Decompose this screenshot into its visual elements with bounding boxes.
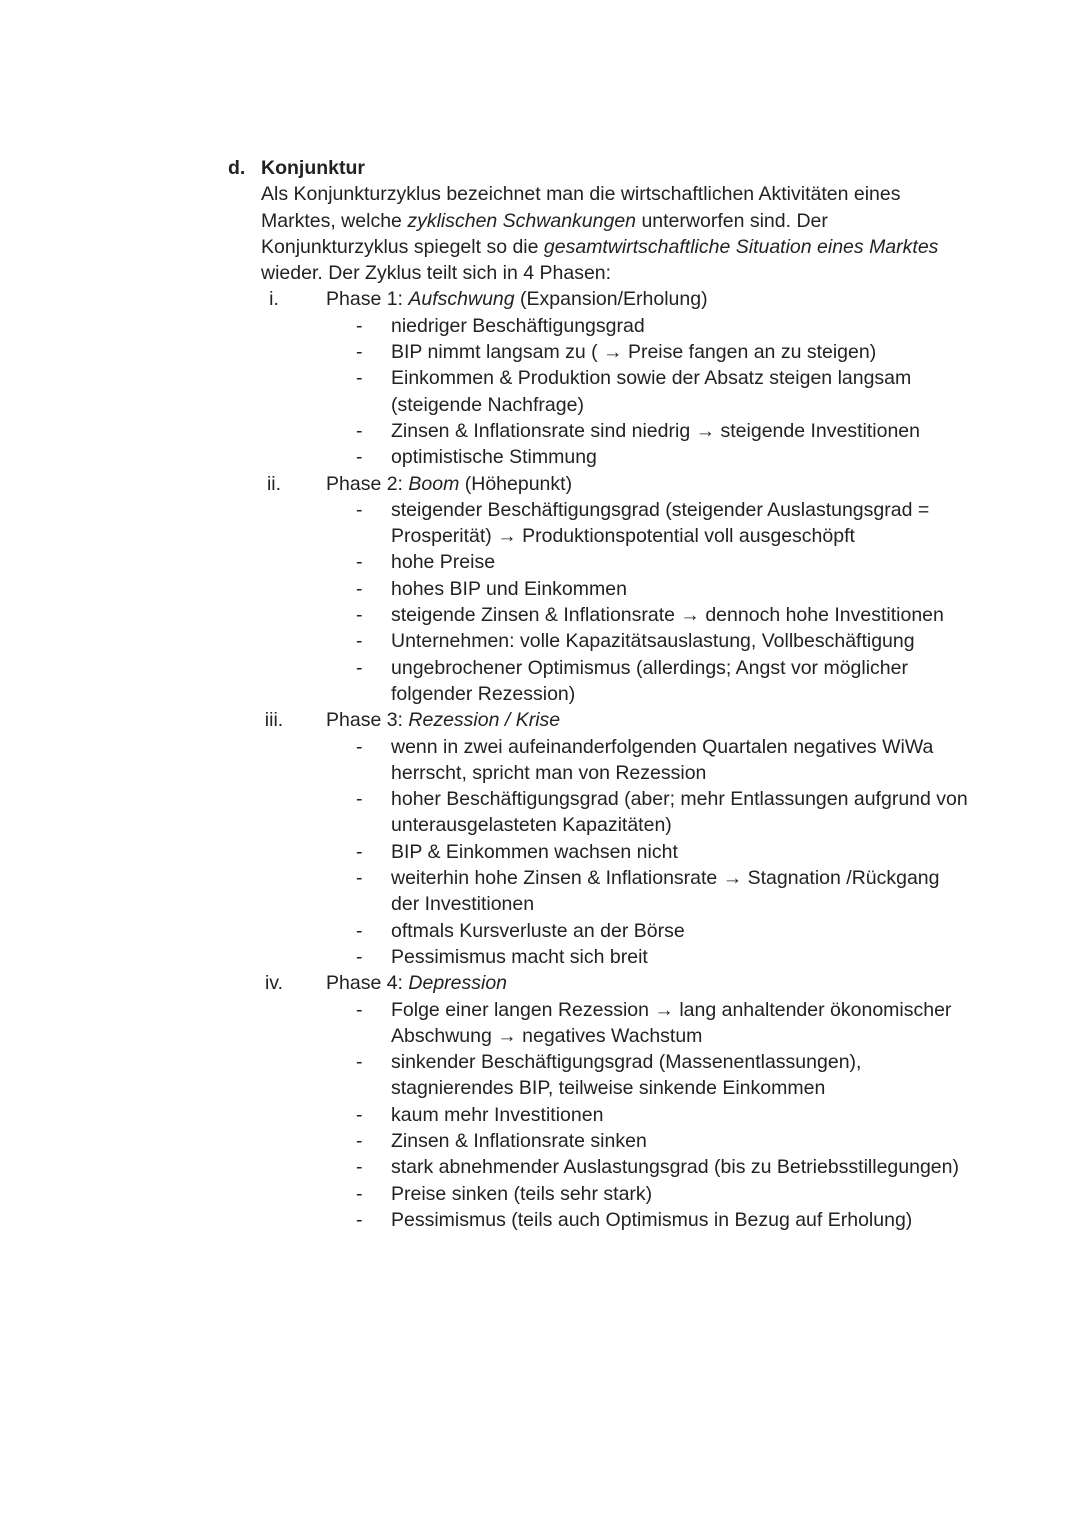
phase-label: Phase 4: — [326, 972, 409, 995]
bullet-dash: - — [356, 945, 363, 968]
phase-heading — [228, 471, 968, 497]
phase-label: Phase 3: — [326, 709, 409, 732]
bullet-item — [356, 444, 968, 470]
bullet-dash: - — [356, 341, 363, 364]
bullet-item — [356, 1049, 968, 1102]
bullet-dash: - — [356, 919, 363, 942]
bullet-item — [356, 1181, 968, 1207]
phase-numeral: iii. — [264, 709, 284, 732]
section-konjunktur — [228, 155, 968, 1233]
phase-list — [228, 286, 968, 1233]
bullet-dash: - — [356, 604, 363, 627]
bullet-item — [356, 339, 968, 365]
phase-bullet-list — [228, 313, 968, 471]
phase-heading — [228, 286, 968, 312]
bullet-dash: - — [356, 367, 363, 390]
phase-bullet-list — [228, 734, 968, 971]
phase-name: Boom — [408, 472, 460, 495]
bullet-item — [356, 602, 968, 628]
bullet-text: sinkender Beschäftigungsgrad (Massenentlassungen), stagnierendes BIP, teilweise sinkende Einkommen — [391, 1051, 862, 1100]
bullet-dash: - — [356, 314, 363, 337]
bullet-item — [356, 313, 968, 339]
bullet-dash: - — [356, 446, 363, 469]
bullet-dash: - — [356, 1129, 363, 1152]
bullet-item — [356, 918, 968, 944]
bullet-text: hohe Preise — [391, 551, 496, 574]
section-letter: d. — [228, 157, 246, 179]
phase-numeral: iv. — [264, 972, 284, 995]
bullet-item — [356, 786, 968, 839]
bullet-text: steigende Zinsen & Inflationsrate → dennoch hohe Investitionen — [391, 604, 944, 627]
bullet-dash: - — [356, 840, 363, 863]
bullet-text: stark abnehmender Auslastungsgrad (bis zu Betriebsstillegungen) — [391, 1156, 959, 1179]
bullet-item — [356, 865, 968, 918]
intro-text: Als Konjunkturzyklus bezeichnet man die wirtschaftlichen Aktivitäten eines Marktes, welche — [261, 183, 901, 232]
phase-name: Aufschwung — [408, 288, 515, 311]
phase-block — [228, 471, 968, 708]
phase-heading — [228, 970, 968, 996]
bullet-text: wenn in zwei aufeinanderfolgenden Quartalen negatives WiWa herrscht, spricht man von Rezession — [391, 735, 934, 784]
phase-numeral: ii. — [266, 472, 282, 495]
phase-numeral: i. — [269, 288, 279, 311]
bullet-dash: - — [356, 577, 363, 600]
phase-label: Phase 1: — [326, 288, 409, 311]
bullet-text: Pessimismus macht sich breit — [391, 945, 648, 968]
bullet-text: hohes BIP und Einkommen — [391, 577, 627, 600]
bullet-text: BIP nimmt langsam zu ( → Preise fangen an zu steigen) — [391, 341, 877, 364]
phase-subtitle: (Expansion/Erholung) — [514, 288, 708, 311]
bullet-dash: - — [356, 1182, 363, 1205]
bullet-dash: - — [356, 1208, 363, 1231]
bullet-item — [356, 655, 968, 708]
bullet-item — [356, 549, 968, 575]
section-title: Konjunktur — [261, 157, 365, 179]
bullet-dash: - — [356, 630, 363, 653]
bullet-text: steigender Beschäftigungsgrad (steigender Auslastungsgrad = Prosperität) → Produktionspotential voll ausgeschöpft — [391, 498, 930, 548]
bullet-text: oftmals Kursverluste an der Börse — [391, 919, 685, 942]
bullet-item — [356, 1128, 968, 1154]
bullet-text: hoher Beschäftigungsgrad (aber; mehr Entlassungen aufgrund von unterausgelasteten Kapazitäten) — [391, 788, 968, 837]
bullet-item — [356, 497, 968, 550]
bullet-text: Einkommen & Produktion sowie der Absatz steigen langsam (steigende Nachfrage) — [391, 367, 912, 416]
bullet-dash: - — [356, 1103, 363, 1126]
phase-label: Phase 2: — [326, 472, 409, 495]
bullet-item — [356, 1154, 968, 1180]
bullet-item — [356, 1102, 968, 1128]
bullet-item — [356, 734, 968, 787]
bullet-dash: - — [356, 498, 363, 521]
bullet-dash: - — [356, 419, 363, 442]
bullet-dash: - — [356, 1051, 363, 1074]
bullet-dash: - — [356, 1156, 363, 1179]
bullet-item — [356, 839, 968, 865]
bullet-dash: - — [356, 998, 363, 1021]
phase-block — [228, 707, 968, 970]
bullet-dash: - — [356, 735, 363, 758]
bullet-item — [356, 576, 968, 602]
bullet-dash: - — [356, 656, 363, 679]
bullet-item — [356, 1207, 968, 1233]
bullet-text: ungebrochener Optimismus (allerdings; Angst vor möglicher folgender Rezession) — [391, 656, 908, 705]
intro-text: wieder. Der Zyklus teilt sich in 4 Phasen: — [261, 262, 612, 285]
bullet-item — [356, 628, 968, 654]
bullet-text: Folge einer langen Rezession → lang anhaltender ökonomischer Abschwung → negatives Wachstum — [391, 998, 952, 1047]
bullet-item — [356, 418, 968, 444]
bullet-dash: - — [356, 867, 363, 890]
bullet-text: Zinsen & Inflationsrate sind niedrig → steigende Investitionen — [391, 419, 920, 442]
bullet-text: niedriger Beschäftigungsgrad — [391, 314, 645, 337]
intro-emphasis: gesamtwirtschaftliche Situation eines Marktes — [543, 235, 939, 258]
phase-bullet-list — [228, 997, 968, 1234]
bullet-item — [356, 944, 968, 970]
bullet-item — [356, 997, 968, 1050]
intro-paragraph — [228, 181, 968, 286]
bullet-text: Preise sinken (teils sehr stark) — [391, 1182, 653, 1205]
bullet-text: weiterhin hohe Zinsen & Inflationsrate → Stagnation /Rückgang der Investitionen — [391, 867, 940, 916]
phase-subtitle: (Höhepunkt) — [459, 472, 573, 495]
phase-block — [228, 286, 968, 470]
phase-name: Rezession / Krise — [408, 709, 561, 732]
phase-heading — [228, 707, 968, 733]
bullet-text: kaum mehr Investitionen — [391, 1103, 604, 1126]
phase-block — [228, 970, 968, 1233]
bullet-text: Pessimismus (teils auch Optimismus in Bezug auf Erholung) — [391, 1208, 913, 1231]
intro-text: unterworfen sind. Der Konjunkturzyklus spiegelt so die — [261, 209, 828, 258]
bullet-item — [356, 365, 968, 418]
intro-emphasis: zyklischen Schwankungen — [407, 209, 637, 232]
bullet-text: optimistische Stimmung — [391, 446, 597, 469]
bullet-dash: - — [356, 551, 363, 574]
phase-name: Depression — [408, 972, 508, 995]
bullet-text: BIP & Einkommen wachsen nicht — [391, 840, 678, 863]
phase-bullet-list — [228, 497, 968, 707]
bullet-text: Zinsen & Inflationsrate sinken — [391, 1129, 647, 1152]
section-heading — [228, 155, 968, 181]
bullet-dash: - — [356, 788, 363, 811]
bullet-text: Unternehmen: volle Kapazitätsauslastung, Vollbeschäftigung — [391, 630, 915, 653]
